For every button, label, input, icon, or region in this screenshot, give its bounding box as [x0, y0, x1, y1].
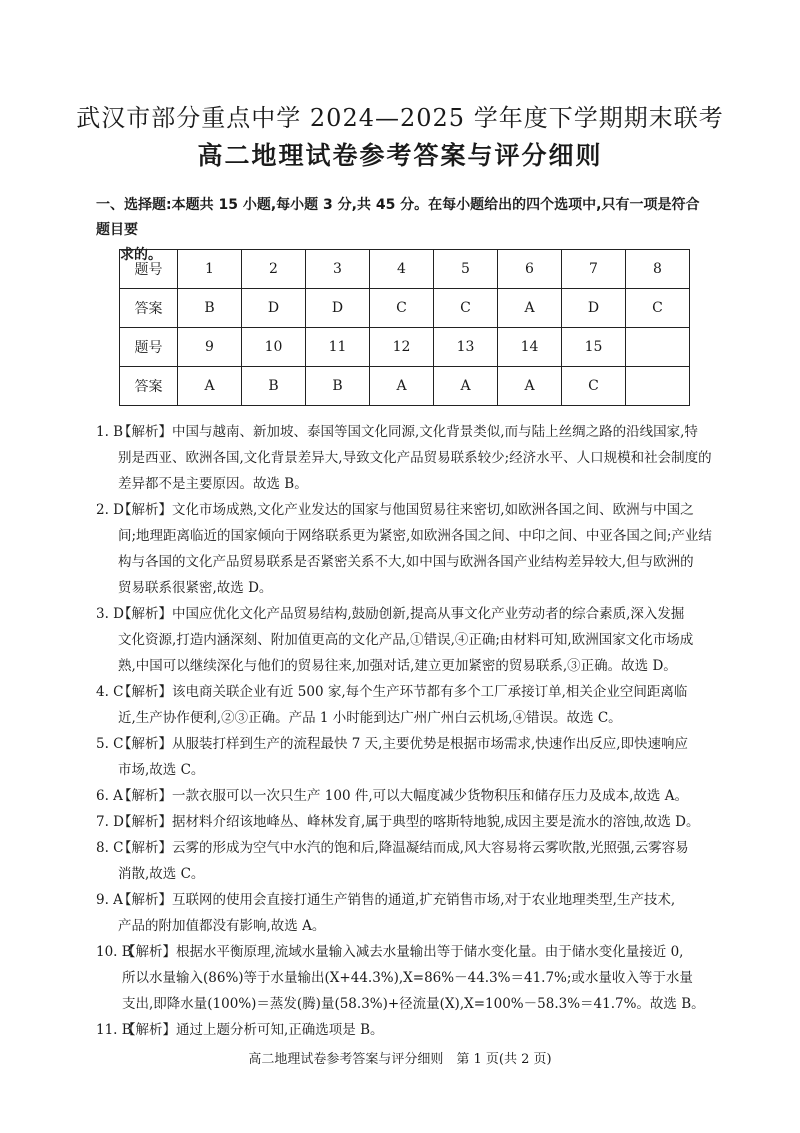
question-number-cell: 10 — [242, 328, 306, 367]
answer-cell: B — [306, 367, 370, 406]
question-number-cell: 2 — [242, 250, 306, 289]
item-number: 1. B — [96, 424, 124, 440]
explanation-item-11 — [96, 1017, 714, 1043]
explanation-line: 【解析】从服装打样到生产的流程最快 7 天,主要优势是根据市场需求,快速作出反应,即快速响应 — [118, 736, 689, 752]
explanation-line: 间;地理距离临近的国家倾向于网络联系更为紧密,如欧洲各国之间、中印之间、中亚各国之间;产业结 — [118, 528, 712, 544]
explanation-item-4 — [96, 679, 714, 731]
item-number: 2. D — [96, 502, 124, 518]
explanation-line: 熟,中国可以继续深化与他们的贸易往来,加强对话,建立更加紧密的贸易联系,③正确。故选 D。 — [118, 658, 677, 674]
explanation-line: 【解析】互联网的使用会直接打通生产销售的通道,扩充销售市场,对于农业地理类型,生产技术, — [118, 892, 676, 908]
empty-cell — [626, 328, 690, 367]
explanation-line: 【解析】一款衣服可以一次只生产 100 件,可以大幅度减少货物积压和储存压力及成本,故选 A。 — [118, 788, 688, 804]
explanation-line: 消散,故选 C。 — [118, 866, 205, 882]
explanation-line: 支出,即降水量(100%)＝蒸发(腾)量(58.3%)+径流量(X),X=100%－58.3%＝41.7%。故选 B。 — [122, 996, 705, 1012]
answer-cell: A — [178, 367, 242, 406]
question-number-cell: 4 — [370, 250, 434, 289]
header-cell-answer: 答案 — [120, 367, 178, 406]
question-number-cell: 9 — [178, 328, 242, 367]
table-row-question-numbers-2 — [120, 328, 690, 367]
explanation-item-6 — [96, 783, 714, 809]
header-cell-question: 题号 — [120, 328, 178, 367]
explanation-line: 【解析】云雾的形成为空气中水汽的饱和后,降温凝结而成,风大容易将云雾吹散,光照强,云雾容易 — [118, 840, 689, 856]
question-number-cell: 12 — [370, 328, 434, 367]
explanation-item-8 — [96, 835, 714, 887]
question-number-cell: 7 — [562, 250, 626, 289]
item-number: 3. D — [96, 606, 124, 622]
explanation-line: 别是西亚、欧洲各国,文化背景差异大,导致文化产品贸易联系较少;经济水平、人口规模和社会制度的 — [118, 450, 712, 466]
item-number: 8. C — [96, 840, 124, 856]
empty-cell — [626, 367, 690, 406]
explanation-item-9 — [96, 887, 714, 939]
explanation-line: 产品的附加值都没有影响,故选 A。 — [118, 918, 326, 934]
explanation-line: 【解析】通过上题分析可知,正确选项是 B。 — [122, 1022, 384, 1038]
question-number-cell: 13 — [434, 328, 498, 367]
item-number: 5. C — [96, 736, 124, 752]
explanation-line: 文化资源,打造内涵深刻、附加值更高的文化产品,①错误,④正确;由材料可知,欧洲国家文化市场成 — [118, 632, 694, 648]
table-row-question-numbers-1 — [120, 250, 690, 289]
explanation-item-2 — [96, 497, 714, 601]
answer-cell: C — [370, 289, 434, 328]
explanation-line: 近,生产协作便利,②③正确。产品 1 小时能到达广州广州白云机场,④错误。故选 C。 — [118, 710, 622, 726]
document-title: 高二地理试卷参考答案与评分细则 — [197, 141, 603, 170]
explanation-line: 【解析】该电商关联企业有近 500 家,每个生产环节都有多个工厂承接订单,相关企业空间距离临 — [118, 684, 688, 700]
table-row-answers-1 — [120, 289, 690, 328]
answer-table — [119, 249, 690, 406]
question-number-cell: 15 — [562, 328, 626, 367]
answer-cell: A — [498, 367, 562, 406]
answer-cell: A — [370, 367, 434, 406]
explanation-item-5 — [96, 731, 714, 783]
answer-cell: A — [498, 289, 562, 328]
answer-cell: D — [562, 289, 626, 328]
question-number-cell: 8 — [626, 250, 690, 289]
question-number-cell: 1 — [178, 250, 242, 289]
answer-cell: C — [626, 289, 690, 328]
header-cell-question: 题号 — [120, 250, 178, 289]
explanation-line: 差异都不是主要原因。故选 B。 — [118, 476, 308, 492]
answer-cell: C — [562, 367, 626, 406]
explanation-item-7 — [96, 809, 714, 835]
explanation-line: 构与各国的文化产品贸易联系是否紧密关系不大,如中国与欧洲各国产业结构差异较大,但与欧洲的 — [118, 554, 694, 570]
exam-title: 武汉市部分重点中学 2024—2025 学年度下学期期末联考 — [76, 104, 724, 132]
section-heading-line1: 一、选择题:本题共 15 小题,每小题 3 分,共 45 分。在每小题给出的四个选项中,只有一项是符合题目要 — [96, 197, 700, 238]
section-heading-line2: 求的。 — [120, 247, 162, 263]
explanation-list — [96, 419, 714, 1043]
item-number: 4. C — [96, 684, 124, 700]
question-number-cell: 6 — [498, 250, 562, 289]
header-cell-answer: 答案 — [120, 289, 178, 328]
table-row-answers-2 — [120, 367, 690, 406]
explanation-line: 市场,故选 C。 — [118, 762, 205, 778]
answer-cell: C — [434, 289, 498, 328]
question-number-cell: 5 — [434, 250, 498, 289]
explanation-line: 【解析】中国应优化文化产品贸易结构,鼓励创新,提高从事文化产业劳动者的综合素质,深入发掘 — [118, 606, 685, 622]
item-number: 7. D — [96, 814, 124, 830]
explanation-item-3 — [96, 601, 714, 679]
explanation-line: 【解析】据材料介绍该地峰丛、峰林发育,属于典型的喀斯特地貌,成因主要是流水的溶蚀,故选 D。 — [118, 814, 700, 830]
answer-cell: D — [306, 289, 370, 328]
question-number-cell: 11 — [306, 328, 370, 367]
item-number: 6. A — [96, 788, 123, 804]
answer-cell: D — [242, 289, 306, 328]
answer-cell: A — [434, 367, 498, 406]
explanation-line: 所以水量输入(86%)等于水量输出(X+44.3%),X=86%－44.3%＝41.7%;或水量收入等于水量 — [122, 970, 693, 986]
item-number: 10. B — [96, 944, 132, 960]
explanation-line: 贸易联系很紧密,故选 D。 — [118, 580, 273, 596]
item-number: 11. B — [96, 1022, 132, 1038]
explanation-item-1 — [96, 419, 714, 497]
answer-cell: B — [178, 289, 242, 328]
explanation-line: 【解析】文化市场成熟,文化产业发达的国家与他国贸易往来密切,如欧洲各国之间、欧洲与中国之 — [118, 502, 694, 518]
page-footer: 高二地理试卷参考答案与评分细则 第 1 页(共 2 页) — [248, 1052, 552, 1067]
question-number-cell: 14 — [498, 328, 562, 367]
explanation-line: 【解析】根据水平衡原理,流域水量输入减去水量输出等于储水变化量。由于储水变化量接近 0, — [122, 944, 684, 960]
explanation-line: 【解析】中国与越南、新加坡、泰国等国文化同源,文化背景类似,而与陆上丝绸之路的沿线国家,特 — [118, 424, 698, 440]
question-number-cell: 3 — [306, 250, 370, 289]
item-number: 9. A — [96, 892, 123, 908]
answer-cell: B — [242, 367, 306, 406]
explanation-item-10 — [96, 939, 714, 1017]
